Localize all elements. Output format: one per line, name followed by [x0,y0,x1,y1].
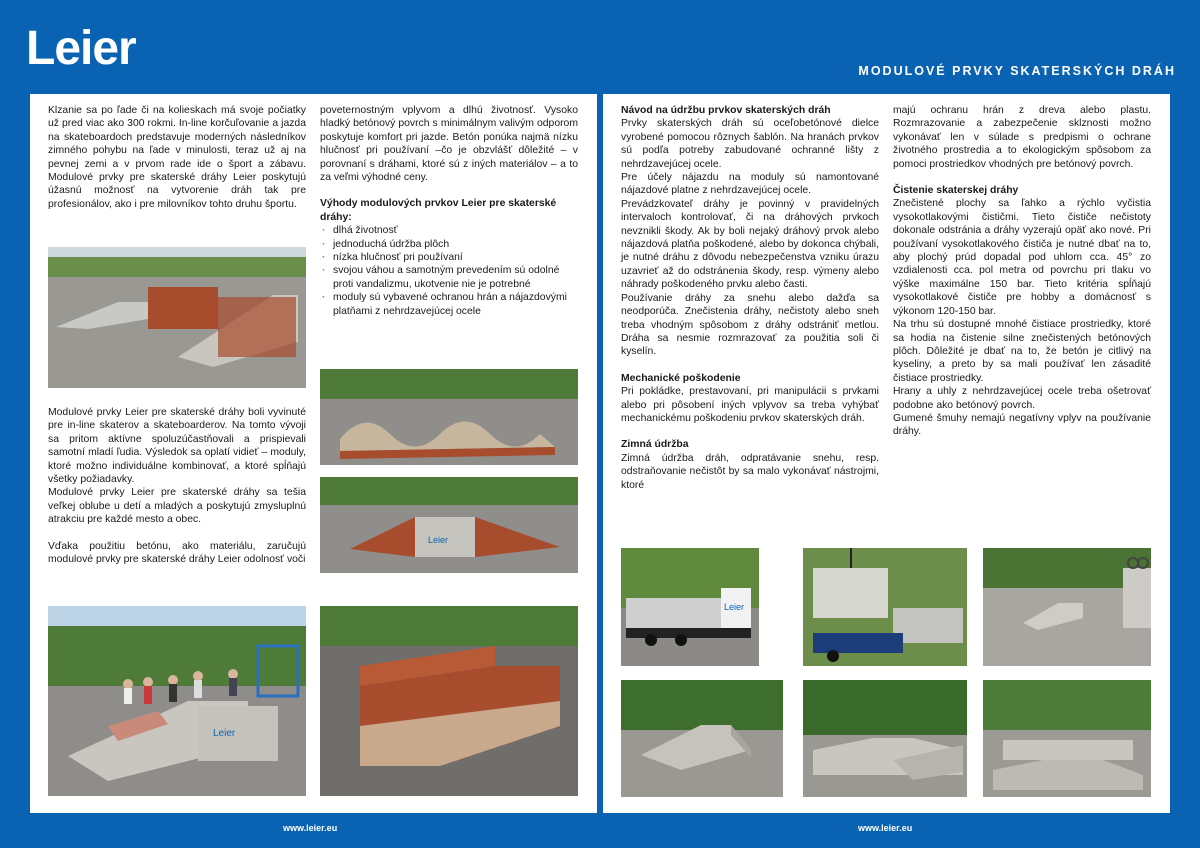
advantage-item: · jednoduchá údržba plôch [320,238,578,251]
winter-maintenance-continued: majú ochranu hrán z dreva alebo plastu. Rozmrazovanie a zabezpečenie sklznosti možno vykonávať len v súlade s predpismi o ochrane životného prostredia a to ekologickým spôsobom za pomoci prostriedkov vhodných pre betónový povrch. [893,105,1151,170]
photo-skate-ramps [48,247,306,388]
photo-wave-ramp [320,369,578,465]
footer-website-right[interactable]: www.leier.eu [858,823,913,833]
photo-park-ramp-2 [803,680,967,797]
photo-kids-on-ramp [48,606,306,796]
advantage-item: · moduly sú vybavené ochranou hrán a nájazdovými platňami z nehrdzavejúcej ocele [320,291,578,318]
leier-logo [24,22,184,72]
winter-maintenance-heading: Zimná údržba [621,439,689,451]
maintenance-paragraph-1: Prvky skaterských dráh sú oceľobetónové dielce vyrobené pomocou rôznych šablón. Na hranách prvkov sú podľa potreby zabudované ochranné lišty z nehrdzavejúcej ocele. [621,118,879,170]
right-page [603,94,1170,813]
left-page [30,94,597,813]
maintenance-paragraph-3: Prevádzkovateľ dráhy je povinný v pravidelných intervaloch kontrolovať, či na dráhových prvkoch nevznikli škody. Ak by boli nejaký dráhový prvok alebo nájazdová platňa poškodené, alebo by dokonca chýbali, je nutné dráhu z dôvodu nebezpečenstva vzniku úrazu uzavrieť až do odstránenia škody, resp. výmeny alebo náhrady poškodeného prvku alebo časti. [621,198,879,291]
footer-website-left[interactable]: www.leier.eu [283,823,338,833]
photo-truck-transport [621,548,759,666]
right-column-2 [893,104,1151,439]
photo-pyramid-ramp [320,477,578,573]
cleaning-paragraph-3: Hrany a uhly z nehrdzavejúcej ocele treba ošetrovať podobne ako betónový povrch. [893,386,1151,411]
advantages-heading: Výhody modulových prvkov Leier pre skaterské dráhy: [320,198,557,223]
photo-bench-box [320,606,578,796]
photo-park-ramp-3 [983,680,1151,797]
advantage-item: · svojou váhou a samotným prevedením sú odolné proti vandalizmu, ukotvenie nie je potrebné [320,264,578,291]
popularity-paragraph: Modulové prvky Leier pre skaterské dráhy sa tešia veľkej oblube u detí a mladých a poskytujú zmysluplnú atrakciu pre každé mesto a obec. [48,487,306,526]
svg-text:Leier: Leier [26,22,136,72]
intro-paragraph: Klzanie sa po ľade či na kolieskach má svoje počiatky už pred viac ako 300 rokmi. In-line korčuľovanie a jazda na skateboardoch predstavuje moderných následníkov zimného pohybu na ľade v minulosti, teraz už aj na pevnej zemi a v prvom rade ide o šport a zábavu. Modulové prvky pre skaterské dráhy Leier poskytujú úžasnú možnosť na vytvorenie dráh tak pre profesionálov, ako i pre milovníkov tohto druhu športu. [48,105,306,210]
cleaning-paragraph-1: Znečistené plochy sa ľahko a rýchlo vyčistia vysokotlakovými čističmi. Tieto čističe nečistoty dokonale odstránia a dráhy vyzerajú opäť ako nové. Pri používaní vysokotlakového čističa je nutné dbať na to, aby plochý prúd dopadal pod uhlom cca. 45° zo vzdialenosti cca. pol metra od povrchu pri tlaku vo výške maximálne 150 bar. Tieto kritéria spĺňajú vysokotlakové čističe pre hobby a domácnosť s výkonom 120-150 bar. [893,198,1151,317]
left-column-1 [48,104,306,211]
photo-installed-park [983,548,1151,666]
mechanical-damage-heading: Mechanické poškodenie [621,372,741,384]
cleaning-paragraph-4: Gumené šmuhy nemajú negatívny vplyv na používanie dráhy. [893,412,1151,438]
right-column-1 [621,104,879,492]
concrete-paragraph: Vďaka použitiu betónu, ako materiálu, zaručujú modulové prvky pre skaterské dráhy Leier odolnosť voči [48,540,306,566]
maintenance-paragraph-2: Pre účely nájazdu na moduly sú namontované nájazdové platne z nehrdzavejúcej ocele. [621,172,879,197]
svg-text:Leier: Leier [724,602,745,612]
page-title: MODULOVÉ PRVKY SKATERSKÝCH DRÁH [858,64,1176,78]
cleaning-paragraph-2: Na trhu sú dostupné mnohé čistiace prostriedky, ktoré sa hodia na čistenie silne znečistených betónových plôch. Dôležité je dbať na to, že betón je citlivý na kyseliny, a preto by sa mali používať len zásadité čistiace prostriedky. [893,319,1151,384]
weather-paragraph: poveternostným vplyvom a dlhú životnosť. Vysoko hladký betónový povrch s minimálnym valivým odporom poskytuje komfort pri jazde. Betón ponúka najmä nízku hlučnosť pri používaní –čo je obzvlášť dôležité – v porovnaní s dráhami, ktoré sú z iných materiálov – a to za veľmi výhodné ceny. [320,105,578,184]
advantages-list [320,224,578,318]
development-paragraph: Modulové prvky Leier pre skaterské dráhy boli vyvinuté pre in-line skaterov a skateboarderov. Na tomto vývoji sa pritom aktívne spoluzúčastňovali a prispievali samotní mladí ľudia. Výsledok sa oplatí vidieť – moduly, ktoré možno individuálne kombinovať, a ktoré spĺňajú všetky požiadavky. [48,407,306,486]
mechanical-damage-paragraph: Pri pokládke, prestavovaní, pri manipulácii s prvkami alebo pri pôsobení iných vplyvov sa treba vyhýbať mechanickému poškodeniu prvkov skaterských dráh. [621,386,879,424]
winter-maintenance-paragraph: Zimná údržba dráh, odpratávanie snehu, resp. odstraňovanie nečistôt by sa malo vykonávať nástrojmi, ktoré [621,452,879,491]
cleaning-heading: Čistenie skaterskej dráhy [893,185,1019,197]
advantage-item: · dlhá životnosť [320,224,578,237]
photo-park-ramp-1 [621,680,783,797]
svg-text:Leier: Leier [428,535,449,545]
maintenance-paragraph-4: Používanie dráhy za snehu alebo dažďa sa neodporúča. Znečistenia dráhy, nečistoty alebo sneh treba vhodným spôsobom z dráhy odstrániť metlou. Dráha sa nesmie rozmrazovať za použitia soli či kyselín. [621,292,879,358]
maintenance-heading: Návod na údržbu prvkov skaterských dráh [621,105,831,116]
left-column-1-continued [48,406,306,566]
advantage-item: · nízka hlučnosť pri používaní [320,251,578,264]
photo-crane-lifting [803,548,967,666]
svg-text:Leier: Leier [213,728,236,739]
left-column-2 [320,104,578,318]
